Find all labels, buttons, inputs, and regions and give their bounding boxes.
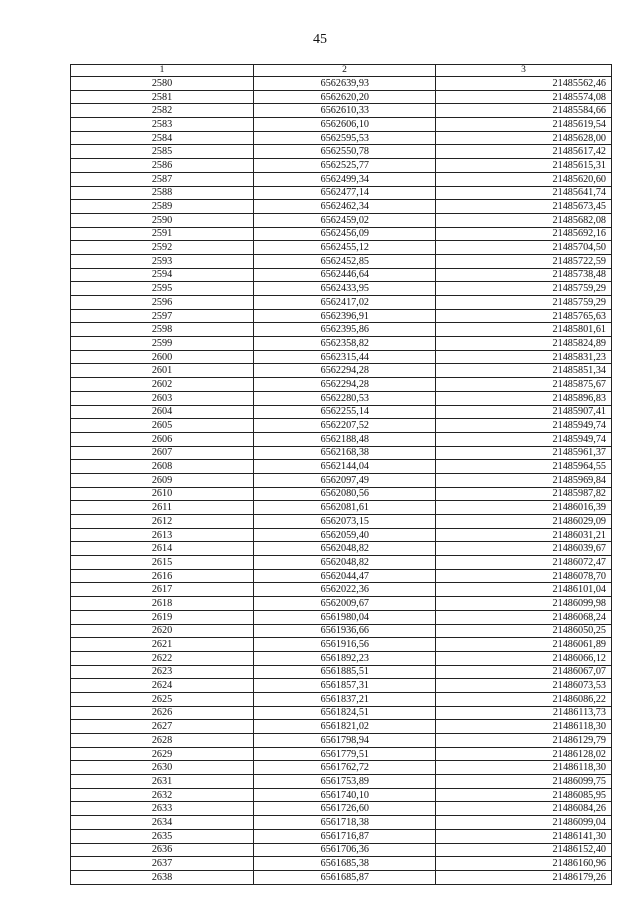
point-number-cell: 2636 [71, 843, 254, 857]
x-coordinate-cell: 6561685,38 [254, 857, 436, 871]
point-number-cell: 2592 [71, 241, 254, 255]
point-number-cell: 2586 [71, 159, 254, 173]
x-coordinate-cell: 6562280,53 [254, 391, 436, 405]
point-number-cell: 2588 [71, 186, 254, 200]
point-number-cell: 2627 [71, 720, 254, 734]
table-row [71, 528, 612, 542]
y-coordinate-cell: 21485969,84 [436, 473, 612, 487]
x-coordinate-cell: 6561798,94 [254, 734, 436, 748]
y-coordinate-cell: 21485759,29 [436, 282, 612, 296]
point-number-cell: 2632 [71, 788, 254, 802]
y-coordinate-cell: 21486085,95 [436, 788, 612, 802]
table-row [71, 734, 612, 748]
y-coordinate-cell: 21485617,42 [436, 145, 612, 159]
y-coordinate-cell: 21486129,79 [436, 734, 612, 748]
table-row [71, 597, 612, 611]
coordinates-table [70, 64, 612, 885]
y-coordinate-cell: 21485738,48 [436, 268, 612, 282]
table-row [71, 651, 612, 665]
y-coordinate-cell: 21486031,21 [436, 528, 612, 542]
x-coordinate-cell: 6562009,67 [254, 597, 436, 611]
x-coordinate-cell: 6561716,87 [254, 829, 436, 843]
point-number-cell: 2629 [71, 747, 254, 761]
table-row [71, 200, 612, 214]
point-number-cell: 2608 [71, 460, 254, 474]
table-row [71, 788, 612, 802]
point-number-cell: 2626 [71, 706, 254, 720]
table-row [71, 432, 612, 446]
point-number-cell: 2581 [71, 90, 254, 104]
x-coordinate-cell: 6562499,34 [254, 172, 436, 186]
y-coordinate-cell: 21486016,39 [436, 501, 612, 515]
point-number-cell: 2619 [71, 610, 254, 624]
x-coordinate-cell: 6562081,61 [254, 501, 436, 515]
x-coordinate-cell: 6561892,23 [254, 651, 436, 665]
table-row [71, 843, 612, 857]
x-coordinate-cell: 6562188,48 [254, 432, 436, 446]
x-coordinate-cell: 6561762,72 [254, 761, 436, 775]
point-number-cell: 2587 [71, 172, 254, 186]
point-number-cell: 2599 [71, 337, 254, 351]
table-row [71, 296, 612, 310]
table-row [71, 145, 612, 159]
point-number-cell: 2585 [71, 145, 254, 159]
x-coordinate-cell: 6562477,14 [254, 186, 436, 200]
table-row [71, 186, 612, 200]
x-coordinate-cell: 6562048,82 [254, 556, 436, 570]
table-row [71, 213, 612, 227]
table-row [71, 761, 612, 775]
y-coordinate-cell: 21486068,24 [436, 610, 612, 624]
y-coordinate-cell: 21486179,26 [436, 870, 612, 884]
table-row [71, 118, 612, 132]
table-row [71, 241, 612, 255]
point-number-cell: 2621 [71, 638, 254, 652]
x-coordinate-cell: 6562255,14 [254, 405, 436, 419]
point-number-cell: 2597 [71, 309, 254, 323]
x-coordinate-cell: 6562059,40 [254, 528, 436, 542]
table-row [71, 610, 612, 624]
x-coordinate-cell: 6561718,38 [254, 816, 436, 830]
point-number-cell: 2590 [71, 213, 254, 227]
y-coordinate-cell: 21485765,63 [436, 309, 612, 323]
table-row [71, 254, 612, 268]
column-header-y-coordinate: 3 [436, 65, 612, 77]
point-number-cell: 2593 [71, 254, 254, 268]
table-row [71, 857, 612, 871]
x-coordinate-cell: 6561824,51 [254, 706, 436, 720]
x-coordinate-cell: 6561740,10 [254, 788, 436, 802]
point-number-cell: 2583 [71, 118, 254, 132]
table-row [71, 775, 612, 789]
y-coordinate-cell: 21485961,37 [436, 446, 612, 460]
y-coordinate-cell: 21485641,74 [436, 186, 612, 200]
x-coordinate-cell: 6562073,15 [254, 515, 436, 529]
y-coordinate-cell: 21485562,46 [436, 77, 612, 91]
point-number-cell: 2615 [71, 556, 254, 570]
table-row [71, 870, 612, 884]
x-coordinate-cell: 6561980,04 [254, 610, 436, 624]
table-row [71, 556, 612, 570]
point-number-cell: 2618 [71, 597, 254, 611]
table-body [71, 77, 612, 885]
point-number-cell: 2623 [71, 665, 254, 679]
y-coordinate-cell: 21485619,54 [436, 118, 612, 132]
page-number: 45 [313, 32, 327, 47]
x-coordinate-cell: 6562044,47 [254, 569, 436, 583]
y-coordinate-cell: 21486099,98 [436, 597, 612, 611]
table-row [71, 692, 612, 706]
y-coordinate-cell: 21485620,60 [436, 172, 612, 186]
x-coordinate-cell: 6561916,56 [254, 638, 436, 652]
y-coordinate-cell: 21485907,41 [436, 405, 612, 419]
x-coordinate-cell: 6562455,12 [254, 241, 436, 255]
point-number-cell: 2620 [71, 624, 254, 638]
point-number-cell: 2625 [71, 692, 254, 706]
x-coordinate-cell: 6562610,33 [254, 104, 436, 118]
y-coordinate-cell: 21486118,30 [436, 761, 612, 775]
y-coordinate-cell: 21486072,47 [436, 556, 612, 570]
y-coordinate-cell: 21485831,23 [436, 350, 612, 364]
table-row [71, 583, 612, 597]
y-coordinate-cell: 21485692,16 [436, 227, 612, 241]
point-number-cell: 2628 [71, 734, 254, 748]
point-number-cell: 2600 [71, 350, 254, 364]
table-row [71, 542, 612, 556]
table-row [71, 460, 612, 474]
x-coordinate-cell: 6562417,02 [254, 296, 436, 310]
table-row [71, 77, 612, 91]
table-row [71, 446, 612, 460]
x-coordinate-cell: 6562606,10 [254, 118, 436, 132]
table-row [71, 665, 612, 679]
x-coordinate-cell: 6561857,31 [254, 679, 436, 693]
table-row [71, 802, 612, 816]
x-coordinate-cell: 6562048,82 [254, 542, 436, 556]
point-number-cell: 2614 [71, 542, 254, 556]
point-number-cell: 2610 [71, 487, 254, 501]
x-coordinate-cell: 6561936,66 [254, 624, 436, 638]
column-header-point-number: 1 [71, 65, 254, 77]
point-number-cell: 2596 [71, 296, 254, 310]
x-coordinate-cell: 6562294,28 [254, 378, 436, 392]
table-row [71, 131, 612, 145]
y-coordinate-cell: 21486086,22 [436, 692, 612, 706]
table-row [71, 104, 612, 118]
table-row [71, 829, 612, 843]
point-number-cell: 2589 [71, 200, 254, 214]
x-coordinate-cell: 6562080,56 [254, 487, 436, 501]
y-coordinate-cell: 21486066,12 [436, 651, 612, 665]
point-number-cell: 2604 [71, 405, 254, 419]
table-row [71, 405, 612, 419]
table-row [71, 391, 612, 405]
point-number-cell: 2595 [71, 282, 254, 296]
table-row [71, 638, 612, 652]
y-coordinate-cell: 21485987,82 [436, 487, 612, 501]
point-number-cell: 2631 [71, 775, 254, 789]
y-coordinate-cell: 21486084,26 [436, 802, 612, 816]
y-coordinate-cell: 21486050,25 [436, 624, 612, 638]
y-coordinate-cell: 21486061,89 [436, 638, 612, 652]
y-coordinate-cell: 21485851,34 [436, 364, 612, 378]
point-number-cell: 2637 [71, 857, 254, 871]
table-row [71, 268, 612, 282]
x-coordinate-cell: 6562525,77 [254, 159, 436, 173]
x-coordinate-cell: 6562452,85 [254, 254, 436, 268]
table-row [71, 473, 612, 487]
table-row [71, 282, 612, 296]
y-coordinate-cell: 21486113,73 [436, 706, 612, 720]
y-coordinate-cell: 21486099,75 [436, 775, 612, 789]
x-coordinate-cell: 6562294,28 [254, 364, 436, 378]
y-coordinate-cell: 21485949,74 [436, 419, 612, 433]
y-coordinate-cell: 21485875,67 [436, 378, 612, 392]
x-coordinate-cell: 6562168,38 [254, 446, 436, 460]
point-number-cell: 2605 [71, 419, 254, 433]
x-coordinate-cell: 6561706,36 [254, 843, 436, 857]
y-coordinate-cell: 21485896,83 [436, 391, 612, 405]
y-coordinate-cell: 21486128,02 [436, 747, 612, 761]
y-coordinate-cell: 21486101,04 [436, 583, 612, 597]
table-row [71, 569, 612, 583]
y-coordinate-cell: 21486118,30 [436, 720, 612, 734]
point-number-cell: 2607 [71, 446, 254, 460]
point-number-cell: 2609 [71, 473, 254, 487]
table-row [71, 487, 612, 501]
point-number-cell: 2616 [71, 569, 254, 583]
y-coordinate-cell: 21485682,08 [436, 213, 612, 227]
x-coordinate-cell: 6561821,02 [254, 720, 436, 734]
x-coordinate-cell: 6562459,02 [254, 213, 436, 227]
x-coordinate-cell: 6561885,51 [254, 665, 436, 679]
x-coordinate-cell: 6562446,64 [254, 268, 436, 282]
point-number-cell: 2611 [71, 501, 254, 515]
table-row [71, 172, 612, 186]
y-coordinate-cell: 21485584,66 [436, 104, 612, 118]
table-row [71, 90, 612, 104]
point-number-cell: 2582 [71, 104, 254, 118]
x-coordinate-cell: 6562395,86 [254, 323, 436, 337]
point-number-cell: 2594 [71, 268, 254, 282]
table-row [71, 747, 612, 761]
y-coordinate-cell: 21485673,45 [436, 200, 612, 214]
x-coordinate-cell: 6562550,78 [254, 145, 436, 159]
y-coordinate-cell: 21486160,96 [436, 857, 612, 871]
table-row [71, 501, 612, 515]
x-coordinate-cell: 6562358,82 [254, 337, 436, 351]
y-coordinate-cell: 21486099,04 [436, 816, 612, 830]
table-row [71, 323, 612, 337]
x-coordinate-cell: 6561837,21 [254, 692, 436, 706]
y-coordinate-cell: 21485628,00 [436, 131, 612, 145]
table-row [71, 419, 612, 433]
y-coordinate-cell: 21486039,67 [436, 542, 612, 556]
x-coordinate-cell: 6562396,91 [254, 309, 436, 323]
point-number-cell: 2598 [71, 323, 254, 337]
table-row [71, 720, 612, 734]
table-row [71, 624, 612, 638]
x-coordinate-cell: 6562456,09 [254, 227, 436, 241]
y-coordinate-cell: 21486073,53 [436, 679, 612, 693]
y-coordinate-cell: 21486029,09 [436, 515, 612, 529]
y-coordinate-cell: 21485722,59 [436, 254, 612, 268]
y-coordinate-cell: 21486141,30 [436, 829, 612, 843]
point-number-cell: 2624 [71, 679, 254, 693]
point-number-cell: 2602 [71, 378, 254, 392]
y-coordinate-cell: 21486152,40 [436, 843, 612, 857]
table-row [71, 364, 612, 378]
point-number-cell: 2601 [71, 364, 254, 378]
point-number-cell: 2613 [71, 528, 254, 542]
x-coordinate-cell: 6562315,44 [254, 350, 436, 364]
point-number-cell: 2591 [71, 227, 254, 241]
table-row [71, 309, 612, 323]
point-number-cell: 2584 [71, 131, 254, 145]
table-row [71, 337, 612, 351]
point-number-cell: 2603 [71, 391, 254, 405]
table-row [71, 706, 612, 720]
y-coordinate-cell: 21485615,31 [436, 159, 612, 173]
table-row [71, 378, 612, 392]
x-coordinate-cell: 6562595,53 [254, 131, 436, 145]
table-row [71, 227, 612, 241]
point-number-cell: 2634 [71, 816, 254, 830]
x-coordinate-cell: 6562620,20 [254, 90, 436, 104]
point-number-cell: 2633 [71, 802, 254, 816]
point-number-cell: 2606 [71, 432, 254, 446]
point-number-cell: 2622 [71, 651, 254, 665]
x-coordinate-cell: 6561685,87 [254, 870, 436, 884]
x-coordinate-cell: 6562144,04 [254, 460, 436, 474]
table-row [71, 159, 612, 173]
y-coordinate-cell: 21485759,29 [436, 296, 612, 310]
x-coordinate-cell: 6562462,34 [254, 200, 436, 214]
y-coordinate-cell: 21485824,89 [436, 337, 612, 351]
x-coordinate-cell: 6561753,89 [254, 775, 436, 789]
point-number-cell: 2612 [71, 515, 254, 529]
point-number-cell: 2635 [71, 829, 254, 843]
point-number-cell: 2580 [71, 77, 254, 91]
y-coordinate-cell: 21486078,70 [436, 569, 612, 583]
table-row [71, 515, 612, 529]
table-header-row [71, 65, 612, 77]
point-number-cell: 2617 [71, 583, 254, 597]
y-coordinate-cell: 21485949,74 [436, 432, 612, 446]
x-coordinate-cell: 6562022,36 [254, 583, 436, 597]
y-coordinate-cell: 21485574,08 [436, 90, 612, 104]
table-row [71, 350, 612, 364]
y-coordinate-cell: 21485704,50 [436, 241, 612, 255]
x-coordinate-cell: 6562207,52 [254, 419, 436, 433]
column-header-x-coordinate: 2 [254, 65, 436, 77]
x-coordinate-cell: 6561726,60 [254, 802, 436, 816]
x-coordinate-cell: 6562097,49 [254, 473, 436, 487]
x-coordinate-cell: 6561779,51 [254, 747, 436, 761]
point-number-cell: 2630 [71, 761, 254, 775]
point-number-cell: 2638 [71, 870, 254, 884]
x-coordinate-cell: 6562639,93 [254, 77, 436, 91]
y-coordinate-cell: 21486067,07 [436, 665, 612, 679]
table-row [71, 816, 612, 830]
table-row [71, 679, 612, 693]
y-coordinate-cell: 21485964,55 [436, 460, 612, 474]
y-coordinate-cell: 21485801,61 [436, 323, 612, 337]
x-coordinate-cell: 6562433,95 [254, 282, 436, 296]
